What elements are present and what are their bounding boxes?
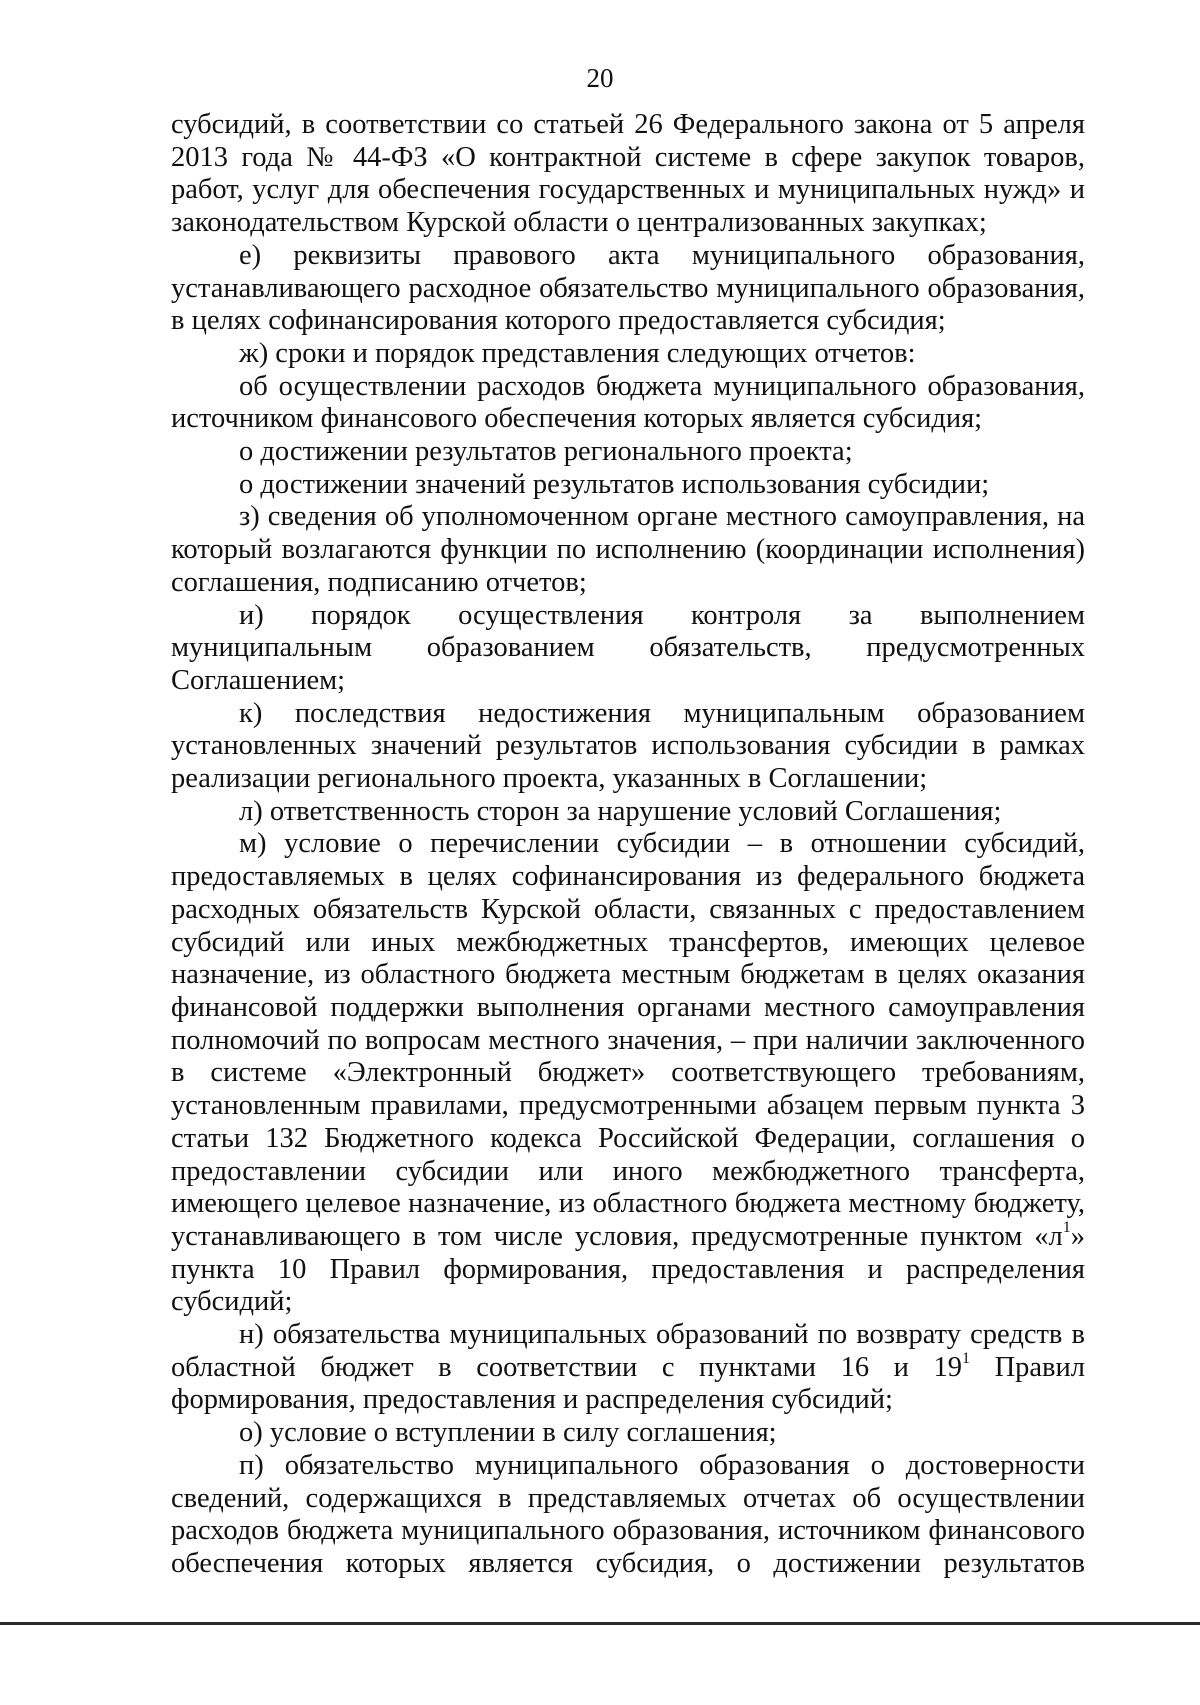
paragraph-text: л) ответственность сторон за нарушение условий Соглашения; <box>239 795 1002 827</box>
paragraph-text: о) условие о вступлении в силу соглашения; <box>239 1417 777 1449</box>
paragraph-text: о достижении результатов регионального проекта; <box>239 436 853 468</box>
document-body <box>171 109 1085 1581</box>
paragraph-text: м) условие о перечислении субсидии – в отношении субсидий, предоставляемых в целях софинансирования из федерального бюджета расходных обязательств Курской области, связанных с предоставлением субсидий или иных межбюджетных трансфертов, имеющих целевое назначение, из областного бюджета местным бюджетам в целях оказания финансовой поддержки выполнения органами местного самоуправления полномочий по вопросам местного значения, – при наличии заключенного в системе «Электронный бюджет» соответствующего требованиям, установленным правилами, предусмотренными абзацем первым пункта 3 статьи 132 Бюджетного кодекса Российской Федерации, соглашения о предоставлении субсидии или иного межбюджетного трансферта, имеющего целевое назначение, из областного бюджета местному бюджету, устанавливающего в том числе условия, предусмотренные пунктом «л <box>171 828 1085 1252</box>
paragraph <box>171 371 1085 436</box>
paragraph <box>171 828 1085 1319</box>
paragraph-text: » пункта 10 Правил формирования, предоставления и распределения субсидий; <box>171 1220 1085 1318</box>
paragraph <box>171 501 1085 599</box>
page-number: 20 <box>586 63 614 93</box>
paragraph-text: п) обязательство муниципального образования о достоверности сведений, содержащихся в представляемых отчетах об осуществлении расходов бюджета муниципального образования, источником финансового обеспечения которых является субсидия, о достижении результатов <box>171 1449 1085 1579</box>
superscript: 1 <box>962 1349 970 1367</box>
paragraph-text: з) сведения об уполномоченном органе местного самоуправления, на который возлагаются функции по исполнению (координации исполнения) соглашения, подписанию отчетов; <box>171 501 1085 598</box>
paragraph-text: Правил формирования, предоставления и распределения субсидий; <box>171 1351 1085 1416</box>
paragraph <box>171 240 1085 338</box>
paragraph <box>171 436 1085 469</box>
paragraph-text: ж) сроки и порядок представления следующих отчетов: <box>239 337 916 369</box>
superscript: 1 <box>1062 1218 1071 1236</box>
paragraph-text: н) обязательства муниципальных образований по возврату средств в областной бюджет в соответствии с пунктами 16 и 19 <box>171 1319 1085 1383</box>
paragraph-text: о достижении значений результатов использования субсидии; <box>239 468 990 500</box>
scan-edge-line <box>0 1622 1200 1625</box>
paragraph <box>171 469 1085 502</box>
paragraph <box>171 698 1085 796</box>
paragraph-text: е) реквизиты правового акта муниципального образования, устанавливающего расходное обязательство муниципального образования, в целях софинансирования которого предоставляется субсидия; <box>171 239 1085 337</box>
paragraph-text: об осуществлении расходов бюджета муниципального образования, источником финансового обеспечения которых является субсидия; <box>171 370 1085 435</box>
paragraph-text: и) порядок осуществления контроля за выполнением муниципальным образованием обязательств, предусмотренных Соглашением; <box>171 599 1085 696</box>
paragraph <box>171 1450 1085 1581</box>
paragraph <box>171 1417 1085 1450</box>
paragraph <box>171 600 1085 698</box>
paragraph-text: субсидий, в соответствии со статьей 26 Федерального закона от 5 апреля 2013 года № 44-ФЗ «О контрактной системе в сфере закупок товаров, работ, услуг для обеспечения государственных и муниципальных нужд» и законодательством Курской области о централизованных закупках; <box>171 109 1085 239</box>
paragraph <box>171 796 1085 829</box>
paragraph-text: к) последствия недостижения муниципальным образованием установленных значений результатов использования субсидии в рамках реализации регионального проекта, указанных в Соглашении; <box>171 697 1085 795</box>
paragraph <box>171 109 1085 240</box>
paragraph <box>171 338 1085 371</box>
paragraph <box>171 1319 1085 1417</box>
